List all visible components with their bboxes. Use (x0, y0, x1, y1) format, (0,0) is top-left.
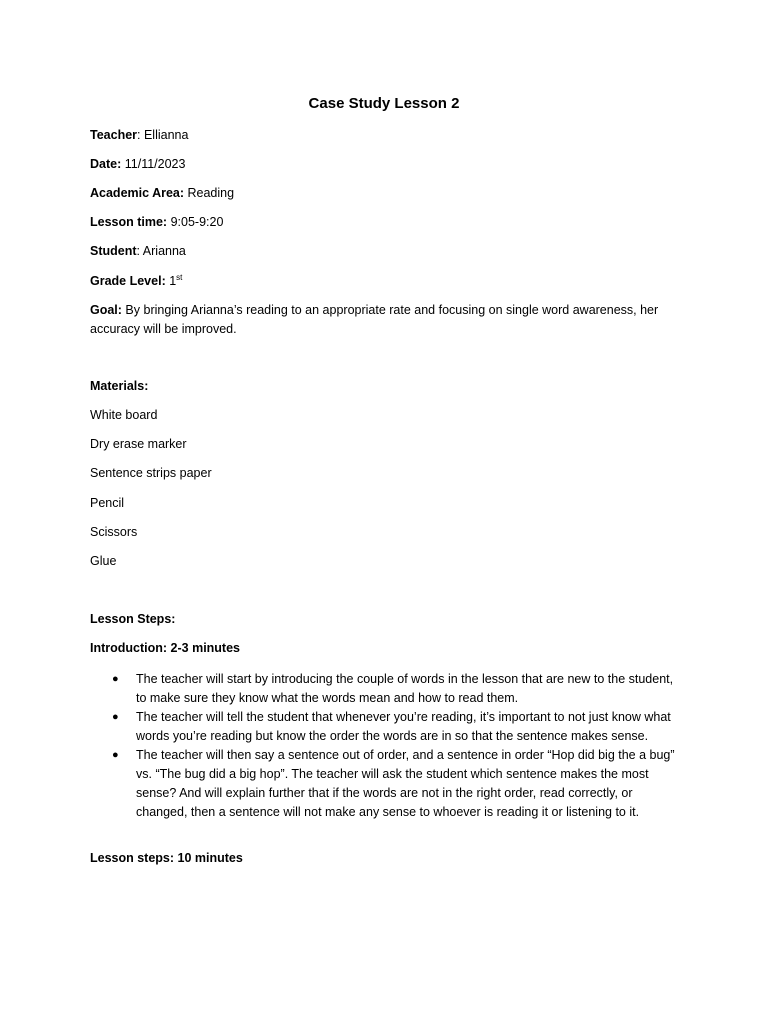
materials-item: Dry erase marker (90, 437, 187, 451)
teacher-field (90, 126, 188, 145)
teacher-value: : Ellianna (137, 128, 189, 142)
list-item (90, 708, 680, 746)
date-label: Date: (90, 157, 122, 171)
introduction-list (90, 670, 680, 822)
lesson-time-value: 9:05-9:20 (167, 215, 224, 229)
date-value: 11/11/2023 (121, 157, 186, 171)
academic-area-value: Reading (184, 186, 235, 200)
list-item-text: The teacher will start by introducing the couple of words in the lesson that are new to the student, to make sure they know what the words mean and how to read them. (136, 672, 674, 705)
lesson-time-label: Lesson time: (90, 215, 168, 229)
list-item-text: The teacher will then say a sentence out of order, and a sentence in order “Hop did big the a bug” vs. “The bug did a big hop”. The teacher will ask the student which sentence makes the most sense? And will explain further that if the words are not in the right order, read correctly, or changed, then a sentence will not make any sense to whoever is reading it or listening to it. (136, 748, 675, 819)
grade-level-field (90, 272, 182, 291)
lesson-steps-heading-text: Lesson Steps: (90, 612, 176, 626)
list-item (90, 670, 680, 708)
teacher-label: Teacher (90, 128, 138, 142)
materials-item: Glue (90, 554, 117, 568)
date-field (90, 155, 185, 174)
bullet-icon: ● (112, 749, 119, 761)
materials-item: Scissors (90, 525, 138, 539)
materials-item: Pencil (90, 496, 125, 510)
materials-heading-text: Materials: (90, 379, 149, 393)
introduction-heading (90, 639, 240, 658)
introduction-heading-text: Introduction: 2-3 minutes (90, 641, 240, 655)
grade-level-value: 1 (165, 274, 177, 288)
materials-heading (90, 377, 148, 396)
student-field (90, 242, 186, 261)
list-item-text: The teacher will tell the student that whenever you’re reading, it’s important to not just know what words you’re reading but know the order the words are in so that the sentence makes sense. (136, 710, 671, 743)
lesson-steps-time-text: Lesson steps: 10 minutes (90, 851, 243, 865)
lesson-steps-time-heading (90, 849, 243, 868)
bullet-icon: ● (112, 673, 119, 685)
grade-level-label: Grade Level: (90, 274, 166, 288)
lesson-steps-heading (90, 610, 175, 629)
grade-level-suffix: st (176, 273, 183, 282)
list-item (90, 746, 680, 822)
academic-area-field (90, 184, 234, 203)
student-value: : Arianna (136, 244, 186, 258)
materials-item: Sentence strips paper (90, 466, 212, 480)
page-title: Case Study Lesson 2 (308, 95, 460, 112)
academic-area-label: Academic Area: (90, 186, 185, 200)
student-label: Student (90, 244, 137, 258)
goal-text: By bringing Arianna’s reading to an appropriate rate and focusing on single word awareness, her accuracy will be improved. (90, 303, 659, 336)
bullet-icon: ● (112, 711, 119, 723)
lesson-time-field (90, 213, 223, 232)
goal-label: Goal: (90, 303, 122, 317)
materials-item: White board (90, 408, 158, 422)
goal-paragraph (90, 301, 680, 339)
